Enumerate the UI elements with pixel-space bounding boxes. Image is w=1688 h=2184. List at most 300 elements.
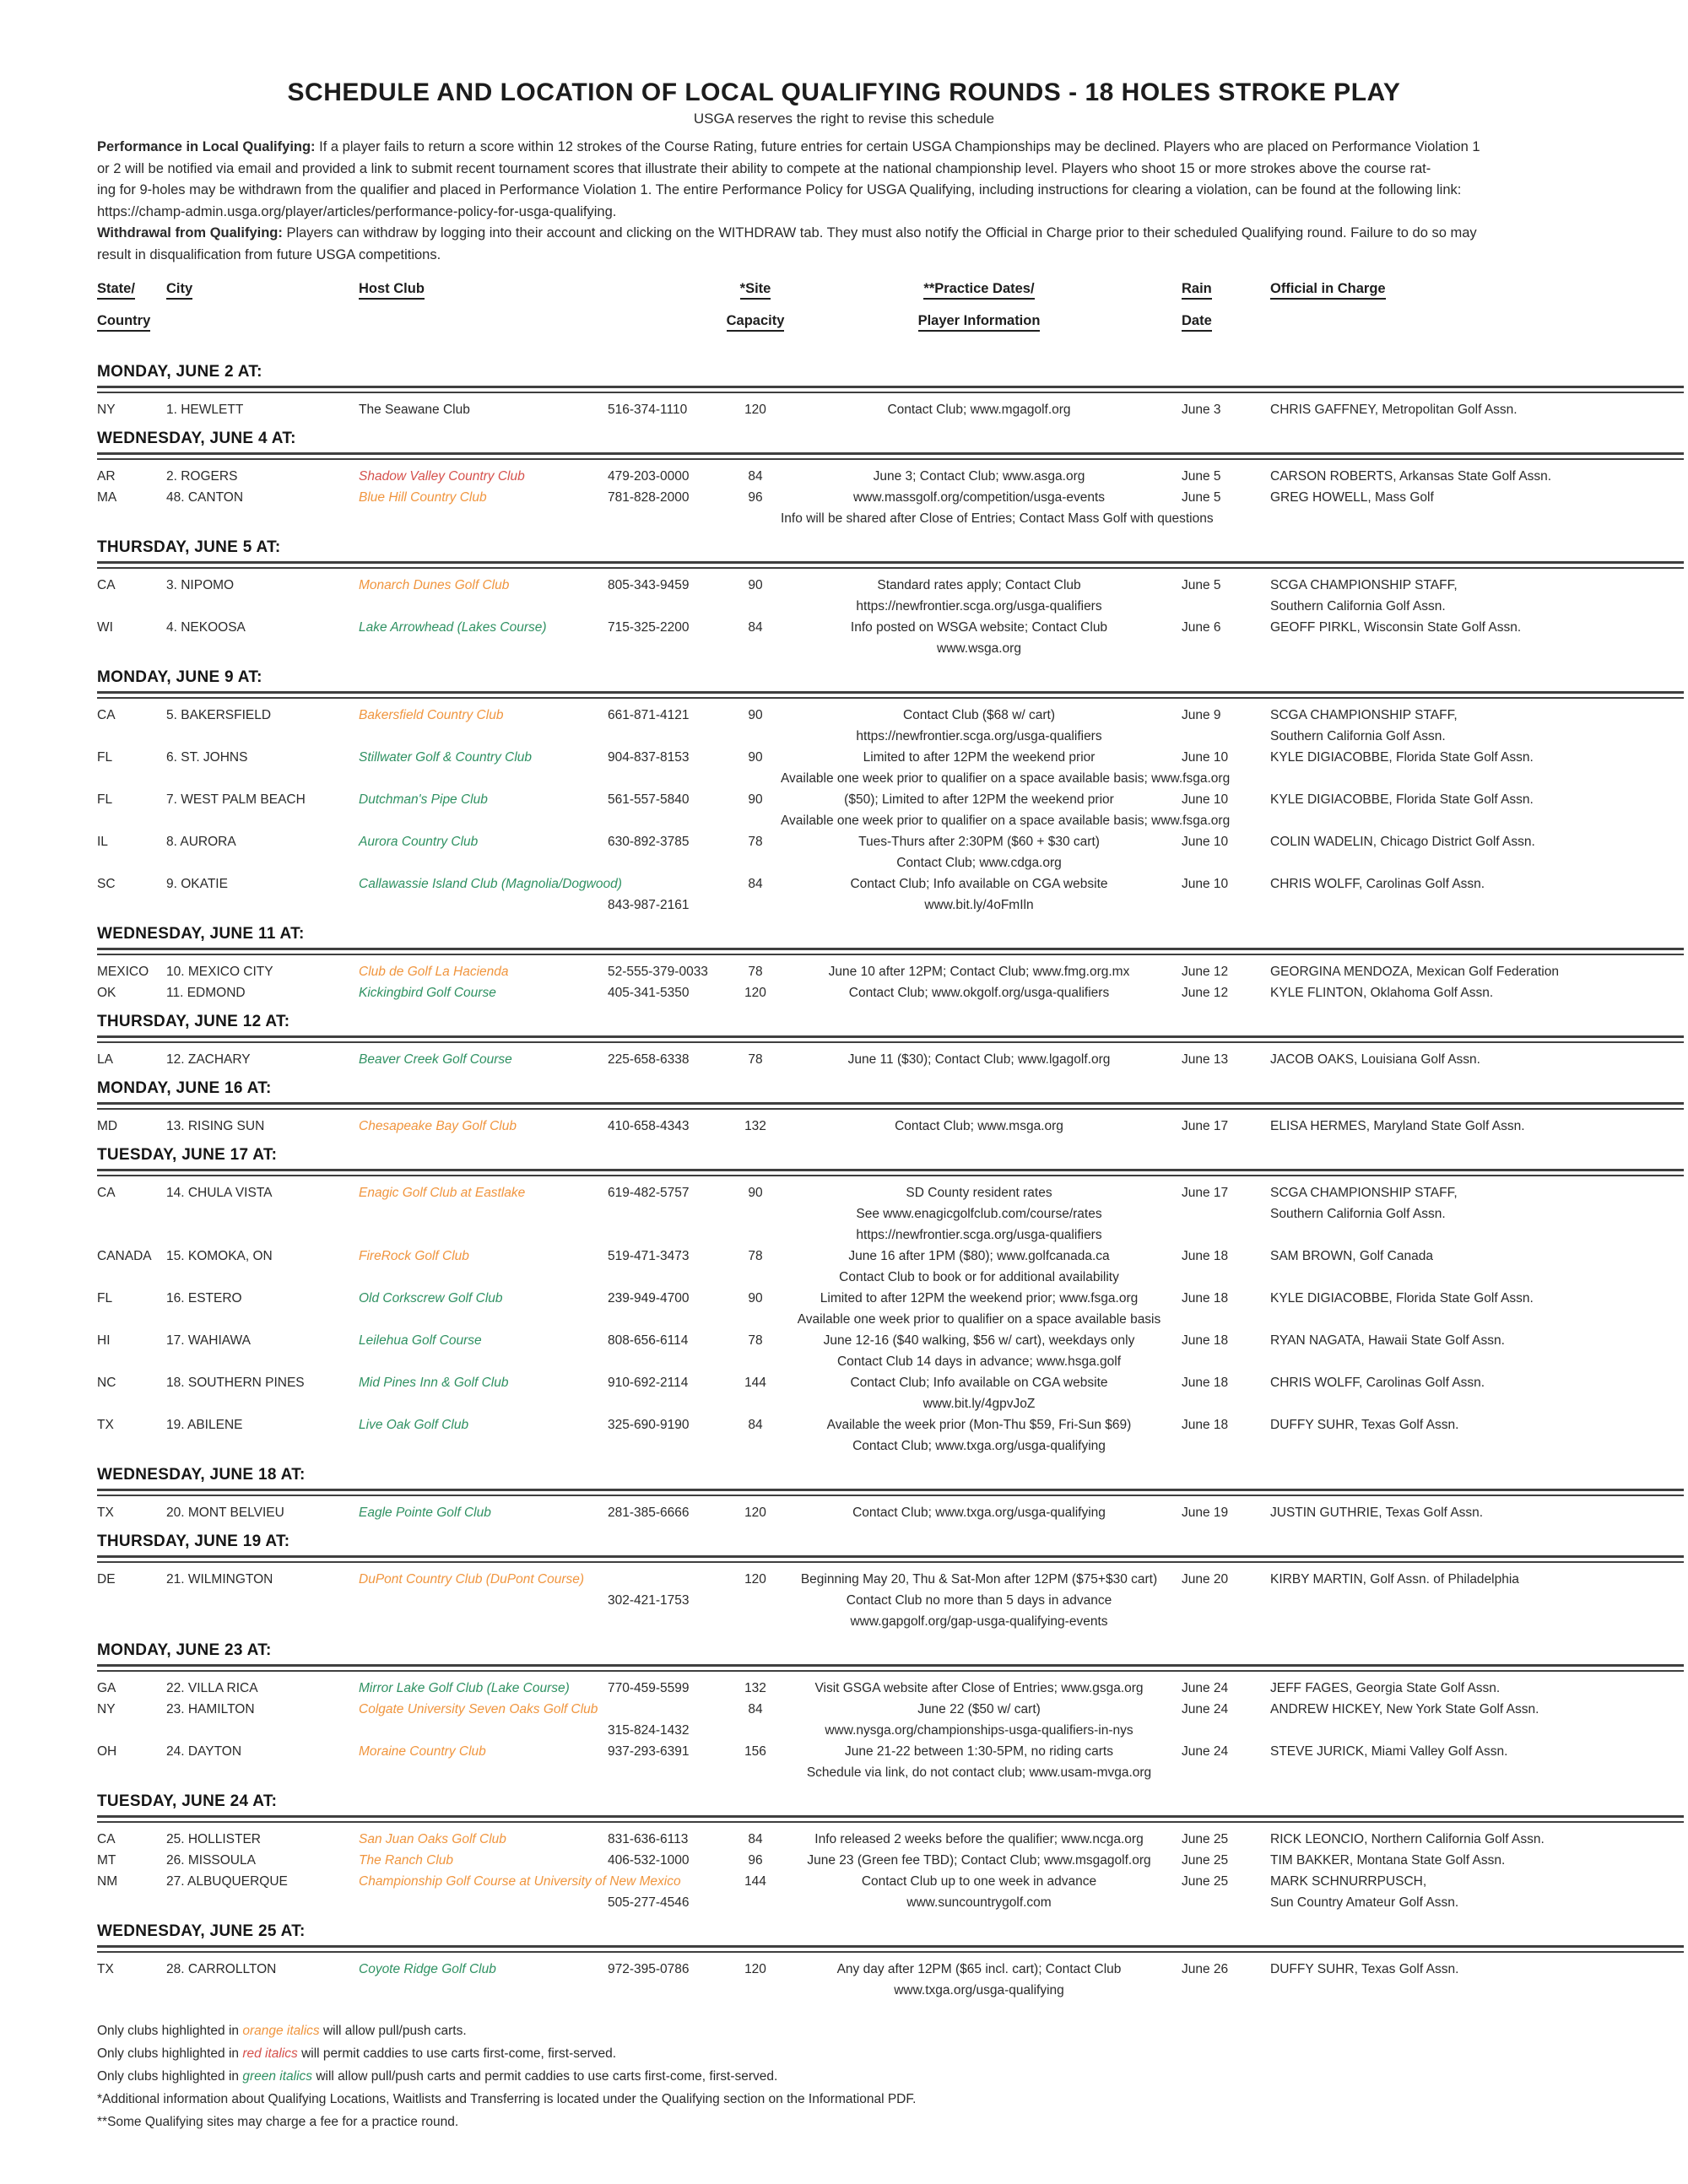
practice-info xyxy=(781,1871,1177,1913)
host-club: Club de Golf La Hacienda xyxy=(359,965,509,979)
city-cell: 2. ROGERS xyxy=(166,469,238,484)
table-row xyxy=(97,1871,1684,1913)
phone-line: 619-482-5757 xyxy=(608,1186,690,1200)
official-in-charge xyxy=(1270,1049,1684,1070)
phone-line xyxy=(608,873,734,895)
host-club: Moraine Country Club xyxy=(359,1744,486,1759)
official-in-charge xyxy=(1270,1829,1684,1850)
intro-bold-label: Performance in Local Qualifying: xyxy=(97,139,316,154)
practice-line: SD County resident rates xyxy=(906,1186,1052,1200)
rain-date: June 5 xyxy=(1182,578,1221,592)
phone-line: 910-692-2114 xyxy=(608,1376,689,1390)
official-in-charge xyxy=(1270,1741,1684,1762)
site-capacity: 120 xyxy=(744,1506,766,1520)
phone-line xyxy=(608,1699,734,1720)
rain-date: June 10 xyxy=(1182,877,1229,891)
official-in-charge xyxy=(1270,617,1684,638)
official-in-charge xyxy=(1270,1850,1684,1871)
practice-info xyxy=(781,1288,1177,1330)
site-capacity: 78 xyxy=(748,1333,763,1348)
host-club: FireRock Golf Club xyxy=(359,1249,469,1263)
city-cell: 10. MEXICO CITY xyxy=(166,965,273,979)
site-capacity: 84 xyxy=(748,877,763,891)
column-header-label: *Site xyxy=(740,281,771,300)
phone-line: 781-828-2000 xyxy=(608,490,690,505)
official-in-charge xyxy=(1270,466,1684,487)
phone-line: 715-325-2200 xyxy=(608,620,690,635)
practice-line: Visit GSGA website after Close of Entries; www.gsga.org xyxy=(814,1681,1144,1695)
state-cell: MT xyxy=(97,1853,116,1868)
table-row xyxy=(97,705,1684,747)
section-divider xyxy=(97,1945,1684,1953)
city-cell: 24. DAYTON xyxy=(166,1744,242,1759)
state-cell: CA xyxy=(97,1832,116,1846)
rain-date: June 25 xyxy=(1182,1832,1229,1846)
practice-line: Available one week prior to qualifier on a space available basis; www.fsga.org xyxy=(781,814,1231,828)
city-cell: 3. NIPOMO xyxy=(166,578,235,592)
practice-line: www.gapgolf.org/gap-usga-qualifying-events xyxy=(850,1614,1108,1629)
practice-line: June 3; Contact Club; www.asga.org xyxy=(873,469,1085,484)
phone-line: 505-277-4546 xyxy=(608,1895,690,1910)
site-capacity: 120 xyxy=(744,403,766,417)
official-line: KIRBY MARTIN, Golf Assn. of Philadelphia xyxy=(1270,1572,1519,1587)
state-cell: IL xyxy=(97,835,108,849)
page-title: SCHEDULE AND LOCATION OF LOCAL QUALIFYING ROUNDS - 18 HOLES STROKE PLAY xyxy=(287,78,1401,106)
state-cell: OK xyxy=(97,986,116,1000)
state-cell: MA xyxy=(97,490,117,505)
official-line: JUSTIN GUTHRIE, Texas Golf Assn. xyxy=(1270,1506,1484,1520)
column-header-label: Host Club xyxy=(359,281,425,300)
practice-line: June 23 (Green fee TBD); Contact Club; www.msgagolf.org xyxy=(807,1853,1151,1868)
official-line: COLIN WADELIN, Chicago District Golf Assn. xyxy=(1270,835,1535,849)
phone-line xyxy=(608,1871,734,1892)
practice-info xyxy=(781,705,1177,747)
official-in-charge xyxy=(1270,1569,1684,1590)
rain-date: June 18 xyxy=(1182,1376,1229,1390)
site-capacity: 96 xyxy=(748,1853,763,1868)
phone-cell xyxy=(608,1049,734,1070)
phone-cell xyxy=(608,1829,734,1850)
phone-line: 405-341-5350 xyxy=(608,986,690,1000)
intro-line: Withdrawal from Qualifying: Players can withdraw by logging into their account and clicking on the WITHDRAW tab. They must also notify the Official in Charge prior to their scheduled Qualifying round. Failure to do so may xyxy=(97,225,1477,241)
official-in-charge xyxy=(1270,873,1684,895)
state-cell: CA xyxy=(97,708,116,722)
phone-line: 519-471-3473 xyxy=(608,1249,690,1263)
phone-line: 805-343-9459 xyxy=(608,578,690,592)
host-club: Eagle Pointe Golf Club xyxy=(359,1506,491,1520)
phone-cell xyxy=(608,1502,734,1523)
rain-date: June 17 xyxy=(1182,1119,1229,1133)
site-capacity: 90 xyxy=(748,1186,763,1200)
practice-line: June 12-16 ($40 walking, $56 w/ cart), weekdays only xyxy=(823,1333,1135,1348)
state-cell: SC xyxy=(97,877,116,891)
city-cell: 13. RISING SUN xyxy=(166,1119,265,1133)
column-header-label: City xyxy=(166,281,192,300)
official-line: JACOB OAKS, Louisiana Golf Assn. xyxy=(1270,1052,1480,1067)
official-line: ELISA HERMES, Maryland State Golf Assn. xyxy=(1270,1119,1525,1133)
official-line: RYAN NAGATA, Hawaii State Golf Assn. xyxy=(1270,1333,1505,1348)
section-divider xyxy=(97,948,1684,955)
host-club: Mid Pines Inn & Golf Club xyxy=(359,1376,509,1390)
host-club: Coyote Ridge Golf Club xyxy=(359,1962,496,1976)
practice-info xyxy=(781,831,1177,873)
rain-date: June 24 xyxy=(1182,1744,1229,1759)
site-capacity: 90 xyxy=(748,1291,763,1306)
phone-cell xyxy=(608,1246,734,1267)
host-club: Aurora Country Club xyxy=(359,835,479,849)
section-divider xyxy=(97,452,1684,460)
practice-line: Contact Club 14 days in advance; www.hsga.golf xyxy=(836,1354,1122,1369)
city-cell: 19. ABILENE xyxy=(166,1418,243,1432)
rain-date: June 10 xyxy=(1182,792,1229,807)
city-cell: 8. AURORA xyxy=(166,835,236,849)
state-cell: NM xyxy=(97,1874,118,1889)
host-club: Live Oak Golf Club xyxy=(359,1418,469,1432)
section-heading: TUESDAY, JUNE 17 AT: xyxy=(97,1146,278,1164)
practice-line: Schedule via link, do not contact club; www.usam-mvga.org xyxy=(806,1765,1152,1780)
phone-line: 479-203-0000 xyxy=(608,469,690,484)
column-header-practice xyxy=(781,281,1177,345)
phone-cell xyxy=(608,831,734,852)
city-cell: 18. SOUTHERN PINES xyxy=(166,1376,305,1390)
column-header-line xyxy=(1182,281,1274,313)
phone-cell xyxy=(608,575,734,596)
official-in-charge xyxy=(1270,1182,1684,1224)
section-heading: THURSDAY, JUNE 19 AT: xyxy=(97,1533,290,1550)
state-cell: TX xyxy=(97,1506,114,1520)
practice-line: Info posted on WSGA website; Contact Club xyxy=(850,620,1108,635)
section-heading: WEDNESDAY, JUNE 18 AT: xyxy=(97,1466,306,1484)
official-line: KYLE DIGIACOBBE, Florida State Golf Assn. xyxy=(1270,1291,1534,1306)
state-cell: WI xyxy=(97,620,113,635)
column-header-host xyxy=(359,281,612,313)
phone-cell xyxy=(608,617,734,638)
practice-line: Contact Club; Info available on CGA website xyxy=(850,877,1108,891)
rain-date: June 3 xyxy=(1182,403,1221,417)
section-heading: THURSDAY, JUNE 12 AT: xyxy=(97,1013,290,1030)
official-line: CHRIS GAFFNEY, Metropolitan Golf Assn. xyxy=(1270,403,1518,417)
site-capacity: 84 xyxy=(748,1418,763,1432)
column-header-line xyxy=(781,281,1177,313)
section-divider xyxy=(97,1035,1684,1043)
city-cell: 48. CANTON xyxy=(166,490,244,505)
rain-date: June 9 xyxy=(1182,708,1221,722)
practice-info xyxy=(781,1741,1177,1783)
site-capacity: 90 xyxy=(748,578,763,592)
site-capacity: 78 xyxy=(748,835,763,849)
host-club: Monarch Dunes Golf Club xyxy=(359,578,510,592)
state-cell: FL xyxy=(97,1291,113,1306)
practice-line: www.nysga.org/championships-usga-qualifiers-in-nys xyxy=(825,1723,1133,1738)
section-divider xyxy=(97,1169,1684,1176)
phone-line: 561-557-5840 xyxy=(608,792,690,807)
official-line: Southern California Golf Assn. xyxy=(1270,1207,1446,1221)
city-cell: 7. WEST PALM BEACH xyxy=(166,792,306,807)
official-line: KYLE FLINTON, Oklahoma Golf Assn. xyxy=(1270,986,1494,1000)
intro-paragraph xyxy=(97,137,1684,266)
phone-cell xyxy=(608,1699,734,1741)
official-line: DUFFY SUHR, Texas Golf Assn. xyxy=(1270,1418,1459,1432)
phone-cell xyxy=(608,1116,734,1137)
phone-cell xyxy=(608,487,734,508)
city-cell: 11. EDMOND xyxy=(166,986,246,1000)
table-row xyxy=(97,1049,1684,1070)
rain-date: June 18 xyxy=(1182,1291,1229,1306)
section-divider xyxy=(97,1664,1684,1672)
host-club: Blue Hill Country Club xyxy=(359,490,487,505)
column-header-city xyxy=(166,281,360,313)
practice-info xyxy=(781,1414,1177,1457)
column-header-label: State/ xyxy=(97,281,135,300)
official-line: STEVE JURICK, Miami Valley Golf Assn. xyxy=(1270,1744,1508,1759)
phone-line: 808-656-6114 xyxy=(608,1333,689,1348)
practice-line: www.bit.ly/4oFmIln xyxy=(924,898,1034,912)
column-header-label: **Practice Dates/ xyxy=(923,281,1034,300)
section-heading: WEDNESDAY, JUNE 11 AT: xyxy=(97,925,305,943)
rain-date: June 10 xyxy=(1182,750,1229,765)
city-cell: 17. WAHIAWA xyxy=(166,1333,251,1348)
intro-bold-label: Withdrawal from Qualifying: xyxy=(97,225,283,241)
column-header-label: Rain xyxy=(1182,281,1212,300)
site-capacity: 156 xyxy=(744,1744,766,1759)
phone-line: 302-421-1753 xyxy=(608,1593,690,1608)
practice-line: June 21-22 between 1:30-5PM, no riding carts xyxy=(845,1744,1113,1759)
table-row xyxy=(97,1246,1684,1288)
phone-cell xyxy=(608,1414,734,1435)
table-row xyxy=(97,831,1684,873)
official-line: KYLE DIGIACOBBE, Florida State Golf Assn. xyxy=(1270,792,1534,807)
practice-line: Contact Club ($68 w/ cart) xyxy=(902,708,1056,722)
state-cell: NC xyxy=(97,1376,116,1390)
column-header-line xyxy=(1270,281,1684,313)
official-line: SCGA CHAMPIONSHIP STAFF, xyxy=(1270,1186,1458,1200)
table-row xyxy=(97,487,1684,529)
phone-cell xyxy=(608,747,734,768)
footnote-line: Only clubs highlighted in green italics will allow pull/push carts and permit caddies to use carts first-come, first-served. xyxy=(97,2069,778,2084)
official-line: GREG HOWELL, Mass Golf xyxy=(1270,490,1434,505)
table-row xyxy=(97,1288,1684,1330)
practice-info xyxy=(781,466,1177,487)
official-in-charge xyxy=(1270,575,1684,617)
practice-line: June 16 after 1PM ($80); www.golfcanada.ca xyxy=(848,1249,1110,1263)
state-cell: MEXICO xyxy=(97,965,149,979)
section-heading: WEDNESDAY, JUNE 4 AT: xyxy=(97,430,296,447)
practice-line: June 11 ($30); Contact Club; www.lgagolf.org xyxy=(847,1052,1111,1067)
phone-cell xyxy=(608,1678,734,1699)
practice-line: Contact Club up to one week in advance xyxy=(861,1874,1097,1889)
host-club: Dutchman's Pipe Club xyxy=(359,792,488,807)
official-in-charge xyxy=(1270,705,1684,747)
official-line: KYLE DIGIACOBBE, Florida State Golf Assn. xyxy=(1270,750,1534,765)
city-cell: 20. MONT BELVIEU xyxy=(166,1506,284,1520)
practice-info xyxy=(781,575,1177,617)
state-cell: OH xyxy=(97,1744,117,1759)
phone-cell xyxy=(608,1569,734,1611)
practice-info xyxy=(781,1372,1177,1414)
footnote-line: Only clubs highlighted in orange italics will allow pull/push carts. xyxy=(97,2024,467,2038)
practice-line: Contact Club; www.txga.org/usga-qualifying xyxy=(852,1506,1106,1520)
phone-line: 516-374-1110 xyxy=(608,403,688,417)
phone-line: 406-532-1000 xyxy=(608,1853,690,1868)
practice-line: Available one week prior to qualifier on a space available basis; www.fsga.org xyxy=(781,771,1231,786)
rain-date: June 12 xyxy=(1182,965,1229,979)
rain-date: June 26 xyxy=(1182,1962,1229,1976)
page-header xyxy=(0,0,1688,130)
phone-line: 770-459-5599 xyxy=(608,1681,690,1695)
city-cell: 22. VILLA RICA xyxy=(166,1681,258,1695)
intro-line: Performance in Local Qualifying: If a player fails to return a score within 12 strokes of the Course Rating, future entries for certain USGA Championships may be declined. Players who are placed on Performance Violation 1 xyxy=(97,139,1480,154)
table-row xyxy=(97,1829,1684,1850)
phone-line: 281-385-6666 xyxy=(608,1506,690,1520)
section-heading: MONDAY, JUNE 16 AT: xyxy=(97,1079,272,1097)
official-line: ANDREW HICKEY, New York State Golf Assn. xyxy=(1270,1702,1539,1716)
phone-cell xyxy=(608,873,734,916)
host-club: The Ranch Club xyxy=(359,1853,454,1868)
phone-line: 52-555-379-0033 xyxy=(608,965,708,979)
phone-line: 325-690-9190 xyxy=(608,1418,690,1432)
phone-line: 843-987-2161 xyxy=(608,898,690,912)
practice-line: ($50); Limited to after 12PM the weekend prior xyxy=(844,792,1114,807)
practice-info xyxy=(781,1502,1177,1523)
host-club: Shadow Valley Country Club xyxy=(359,469,525,484)
city-cell: 14. CHULA VISTA xyxy=(166,1186,273,1200)
practice-info xyxy=(781,982,1177,1003)
official-in-charge xyxy=(1270,1959,1684,1980)
site-capacity: 90 xyxy=(748,792,763,807)
rain-date: June 5 xyxy=(1182,469,1221,484)
official-in-charge xyxy=(1270,961,1684,982)
practice-info xyxy=(781,617,1177,659)
city-cell: 23. HAMILTON xyxy=(166,1702,255,1716)
section-divider xyxy=(97,691,1684,699)
section-heading: MONDAY, JUNE 23 AT: xyxy=(97,1641,272,1659)
phone-cell xyxy=(608,466,734,487)
official-in-charge xyxy=(1270,1116,1684,1137)
section-heading: MONDAY, JUNE 9 AT: xyxy=(97,668,262,686)
practice-line: www.bit.ly/4gpvJoZ xyxy=(922,1397,1036,1411)
section-divider xyxy=(97,1489,1684,1496)
section-heading: THURSDAY, JUNE 5 AT: xyxy=(97,538,281,556)
practice-line: Limited to after 12PM the weekend prior; www.fsga.org xyxy=(820,1291,1139,1306)
table-row xyxy=(97,1741,1684,1783)
city-cell: 21. WILMINGTON xyxy=(166,1572,273,1587)
state-cell: HI xyxy=(97,1333,111,1348)
state-cell: GA xyxy=(97,1681,116,1695)
official-line: SAM BROWN, Golf Canada xyxy=(1270,1249,1433,1263)
practice-info xyxy=(781,1678,1177,1699)
official-line: TIM BAKKER, Montana State Golf Assn. xyxy=(1270,1853,1506,1868)
phone-line: 831-636-6113 xyxy=(608,1832,689,1846)
table-row xyxy=(97,1569,1684,1632)
host-club: Enagic Golf Club at Eastlake xyxy=(359,1186,526,1200)
table-row xyxy=(97,1116,1684,1137)
section-divider xyxy=(97,1102,1684,1110)
site-capacity: 90 xyxy=(748,708,763,722)
state-cell: DE xyxy=(97,1572,116,1587)
phone-cell xyxy=(608,399,734,420)
practice-line: www.wsga.org xyxy=(937,641,1021,656)
rain-date: June 18 xyxy=(1182,1418,1229,1432)
section-heading: TUESDAY, JUNE 24 AT: xyxy=(97,1792,278,1810)
page-subtitle: USGA reserves the right to revise this schedule xyxy=(693,111,995,127)
official-line: CHRIS WOLFF, Carolinas Golf Assn. xyxy=(1270,1376,1485,1390)
state-cell: NY xyxy=(97,1702,116,1716)
column-header-line xyxy=(359,281,612,313)
practice-line: June 10 after 12PM; Contact Club; www.fmg.org.mx xyxy=(828,965,1130,979)
host-club: Kickingbird Golf Course xyxy=(359,986,496,1000)
city-cell: 6. ST. JOHNS xyxy=(166,750,248,765)
city-cell: 16. ESTERO xyxy=(166,1291,242,1306)
rain-date: June 20 xyxy=(1182,1572,1229,1587)
site-capacity: 132 xyxy=(744,1119,766,1133)
rain-date: June 19 xyxy=(1182,1506,1229,1520)
footnote-highlight-orange: orange italics xyxy=(242,2024,320,2038)
host-club: Beaver Creek Golf Course xyxy=(359,1052,512,1067)
site-capacity: 132 xyxy=(744,1681,766,1695)
section-divider xyxy=(97,1555,1684,1563)
host-club: The Seawane Club xyxy=(359,403,470,417)
phone-cell xyxy=(608,1741,734,1762)
schedule-table xyxy=(97,361,1684,2001)
table-row xyxy=(97,1414,1684,1457)
state-cell: CA xyxy=(97,1186,116,1200)
host-club: Bakersfield Country Club xyxy=(359,708,504,722)
practice-info xyxy=(781,1116,1177,1137)
phone-cell xyxy=(608,1850,734,1871)
table-row xyxy=(97,1699,1684,1741)
rain-date: June 5 xyxy=(1182,490,1221,505)
phone-cell xyxy=(608,982,734,1003)
phone-line: 410-658-4343 xyxy=(608,1119,690,1133)
footnote-highlight-green: green italics xyxy=(242,2069,313,2084)
state-cell: MD xyxy=(97,1119,118,1133)
site-capacity: 84 xyxy=(748,469,763,484)
phone-cell xyxy=(608,1288,734,1309)
city-cell: 4. NEKOOSA xyxy=(166,620,246,635)
phone-cell xyxy=(608,705,734,726)
city-cell: 15. KOMOKA, ON xyxy=(166,1249,273,1263)
practice-line: Contact Club; Info available on CGA website xyxy=(850,1376,1108,1390)
intro-line: result in disqualification from future USGA competitions. xyxy=(97,246,441,262)
practice-info xyxy=(781,1246,1177,1288)
host-club: Old Corkscrew Golf Club xyxy=(359,1291,503,1306)
official-line: SCGA CHAMPIONSHIP STAFF, xyxy=(1270,708,1458,722)
column-header-line xyxy=(1182,313,1274,345)
table-row xyxy=(97,1330,1684,1372)
site-capacity: 84 xyxy=(748,620,763,635)
column-header-line xyxy=(97,281,173,313)
section-divider xyxy=(97,1815,1684,1823)
table-row xyxy=(97,1182,1684,1246)
official-in-charge xyxy=(1270,1502,1684,1523)
practice-info xyxy=(781,1850,1177,1871)
site-capacity: 120 xyxy=(744,986,766,1000)
practice-line: Tues-Thurs after 2:30PM ($60 + $30 cart) xyxy=(858,835,1100,849)
practice-line: https://newfrontier.scga.org/usga-qualifiers xyxy=(856,1228,1102,1242)
city-cell: 25. HOLLISTER xyxy=(166,1832,261,1846)
table-row xyxy=(97,617,1684,659)
city-cell: 27. ALBUQUERQUE xyxy=(166,1874,288,1889)
practice-line: Contact Club to book or for additional availability xyxy=(839,1270,1119,1284)
intro-line: https://champ-admin.usga.org/player/articles/performance-policy-for-usga-qualifying. xyxy=(97,203,617,219)
official-line: MARK SCHNURRPUSCH, xyxy=(1270,1874,1427,1889)
column-header-rain xyxy=(1182,281,1274,345)
practice-line: Contact Club; www.txga.org/usga-qualifying xyxy=(852,1439,1106,1453)
practice-line: https://newfrontier.scga.org/usga-qualifiers xyxy=(856,729,1102,743)
official-in-charge xyxy=(1270,982,1684,1003)
practice-line: Limited to after 12PM the weekend prior xyxy=(863,750,1096,765)
official-in-charge xyxy=(1270,1330,1684,1351)
